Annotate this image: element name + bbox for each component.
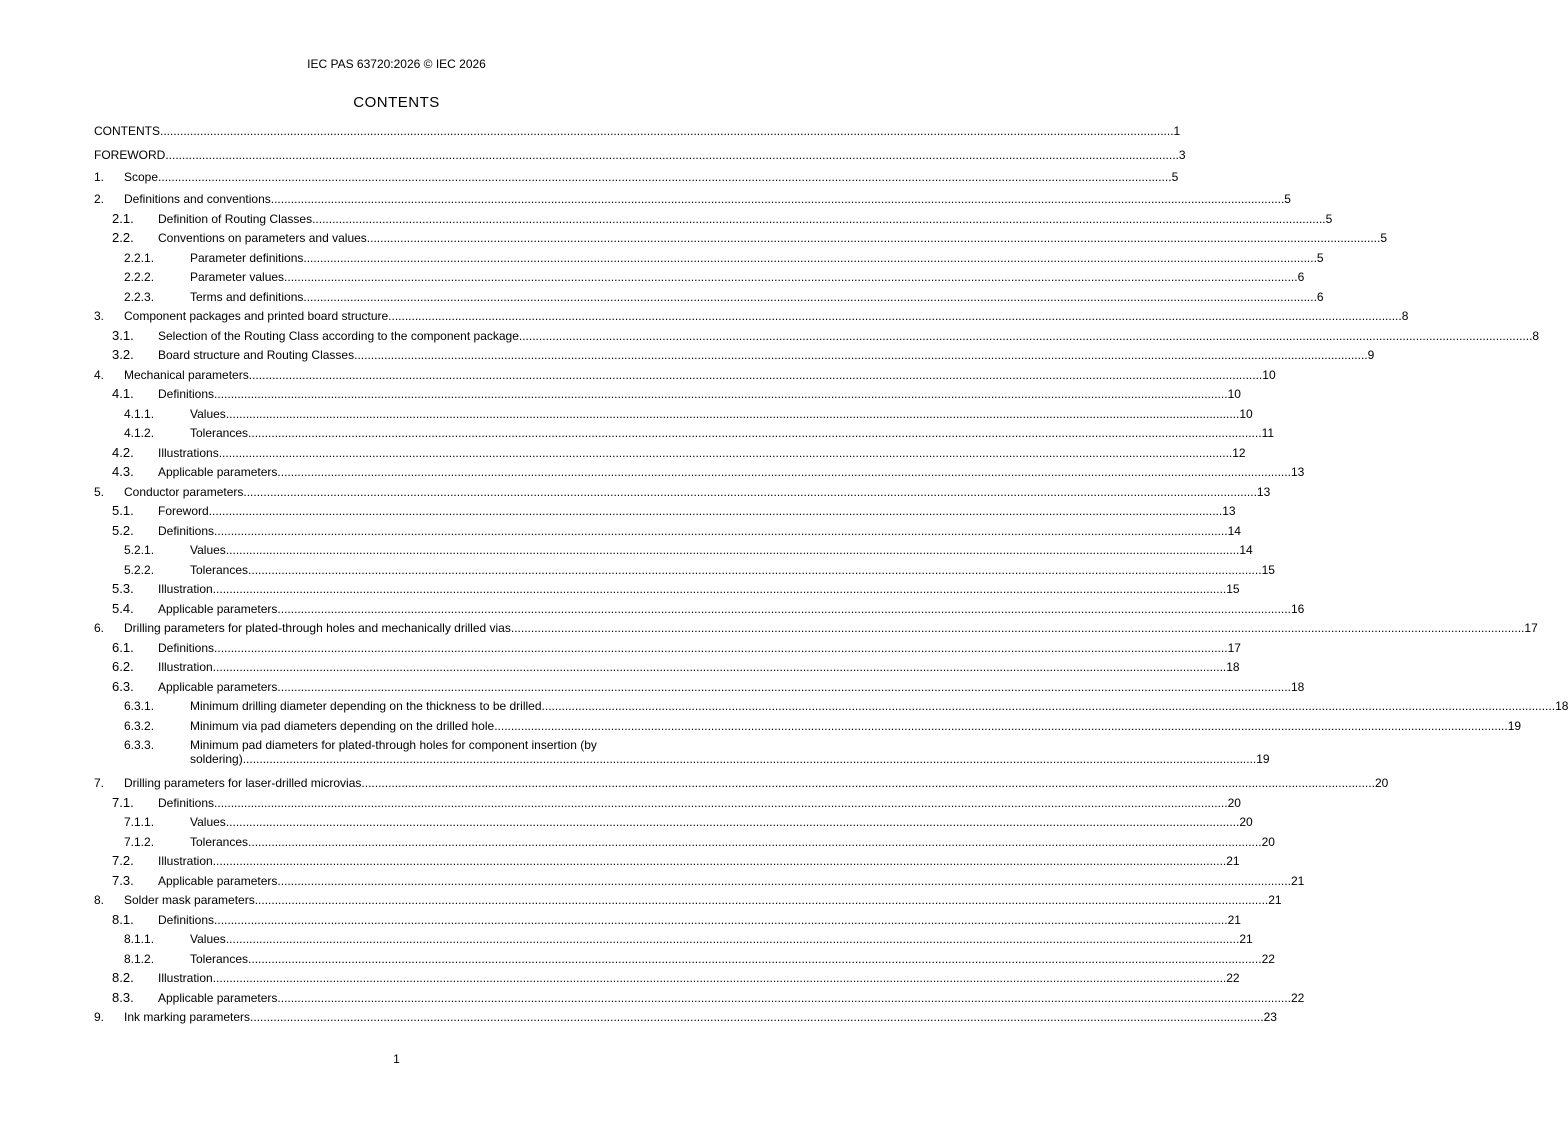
toc-number: 5.2.1. <box>124 543 155 557</box>
toc-leader-dots <box>367 231 1381 245</box>
toc-number: 5.2. <box>112 522 134 538</box>
toc-entry[interactable] <box>94 932 1253 946</box>
toc-title: CONTENTS <box>94 124 160 138</box>
toc-leader-dots <box>542 699 1556 713</box>
toc-number: 4.3. <box>112 464 134 479</box>
document-header: IEC PAS 63720:2026 © IEC 2026 <box>307 57 486 71</box>
toc-page-number: 15 <box>1261 562 1275 577</box>
toc-entry[interactable] <box>94 600 1305 616</box>
toc-entry[interactable] <box>94 289 1324 304</box>
toc-entry[interactable] <box>94 522 1241 538</box>
toc-entry[interactable] <box>94 970 1240 985</box>
toc-entry[interactable] <box>94 210 1333 226</box>
toc-number: 6.3. <box>112 678 134 694</box>
toc-title: Foreword <box>158 504 209 518</box>
toc-number: 6.1. <box>112 639 134 655</box>
toc-page-number: 10 <box>1227 387 1241 401</box>
toc-page-number: 17 <box>1524 621 1538 635</box>
toc-entry[interactable] <box>94 464 1305 479</box>
toc-leader-dots <box>226 815 1240 829</box>
toc-page-number: 5 <box>1325 211 1333 226</box>
toc-leader-dots <box>219 446 1233 460</box>
toc-number: 5.3. <box>112 581 134 596</box>
toc-leader-dots <box>213 971 1227 985</box>
toc-title: Applicable parameters <box>158 601 278 616</box>
toc-number: 4.1.2. <box>124 426 155 440</box>
toc-entry[interactable] <box>94 621 1538 635</box>
toc-title: Definitions <box>158 795 215 810</box>
toc-number: 7.2. <box>112 853 134 868</box>
toc-entry[interactable] <box>94 426 1275 440</box>
toc-number: 3. <box>94 309 105 323</box>
toc-title: FOREWORD <box>94 148 166 162</box>
toc-leader-dots <box>226 932 1240 946</box>
toc-title: Minimum via pad diameters depending on the drilled hole <box>190 718 495 733</box>
toc-page-number: 18 <box>1555 699 1568 713</box>
toc-leader-dots <box>361 776 1375 790</box>
toc-page-number: 16 <box>1290 601 1305 616</box>
toc-leader-dots <box>277 602 1291 616</box>
toc-entry[interactable] <box>94 794 1241 810</box>
toc-title: Scope <box>124 170 159 184</box>
toc-title: Definitions <box>158 640 215 655</box>
toc-page-number: 13 <box>1222 504 1236 518</box>
toc-number: 7.3. <box>112 872 134 888</box>
toc-title: Ink marking parameters <box>124 1010 251 1024</box>
toc-page-number: 18 <box>1226 660 1240 674</box>
toc-page-number: 13 <box>1256 484 1271 499</box>
toc-number: 2.2.1. <box>124 250 155 265</box>
toc-number: 2.2.3. <box>124 289 155 304</box>
toc-number: 8.1. <box>112 911 134 927</box>
toc-leader-dots <box>214 796 1228 810</box>
toc-entry[interactable] <box>94 872 1305 888</box>
toc-title: Minimum pad diameters for plated-through holes for component insertion (by <box>190 738 597 752</box>
toc-entry[interactable] <box>94 406 1253 421</box>
toc-title: Illustration <box>158 971 213 985</box>
toc-leader-dots <box>248 426 1262 440</box>
toc-leader-dots <box>277 680 1291 694</box>
toc-number: 4.1.1. <box>124 406 155 421</box>
toc-page-number: 11 <box>1261 426 1275 440</box>
toc-leader-dots <box>277 874 1291 888</box>
toc-number: 7.1.2. <box>124 834 155 849</box>
toc-number: 6.2. <box>112 659 134 674</box>
toc-page-number: 12 <box>1232 445 1246 460</box>
toc-leader-dots <box>312 212 1326 226</box>
toc-page-number: 21 <box>1268 893 1282 907</box>
toc-entry[interactable] <box>94 543 1253 557</box>
toc-title: Values <box>190 406 226 421</box>
toc-leader-dots <box>160 124 1174 138</box>
toc-title: Tolerances <box>190 951 249 966</box>
toc-entry[interactable] <box>94 503 1236 518</box>
toc-title: Parameter values <box>190 270 285 284</box>
toc-entry[interactable] <box>94 989 1305 1005</box>
toc-number: 8.2. <box>112 970 134 985</box>
toc-leader-dots <box>226 543 1240 557</box>
toc-leader-dots <box>249 368 1263 382</box>
toc-page-number: 3 <box>1178 148 1186 162</box>
toc-page-number: 5 <box>1171 170 1179 184</box>
toc-leader-dots <box>277 465 1291 479</box>
toc-leader-dots <box>255 893 1269 907</box>
toc-leader-dots <box>519 329 1533 343</box>
toc-page-number: 22 <box>1261 951 1275 966</box>
toc-entry[interactable] <box>94 367 1276 382</box>
toc-page-number: 21 <box>1227 912 1241 927</box>
toc-page-number: 21 <box>1290 873 1305 888</box>
toc-title: Minimum drilling diameter depending on the thickness to be drilled <box>190 699 542 713</box>
toc-entry[interactable] <box>94 484 1271 499</box>
page-number: 1 <box>393 1052 400 1066</box>
toc-title: Component packages and printed board structure <box>124 309 389 323</box>
toc-entry[interactable] <box>94 951 1275 966</box>
toc-page-number: 19 <box>1507 718 1522 733</box>
toc-number: 6.3.1. <box>124 699 155 713</box>
toc-leader-dots <box>303 290 1317 304</box>
toc-entry[interactable] <box>94 639 1241 655</box>
toc-page-number: 18 <box>1290 679 1305 694</box>
toc-page-number: 6 <box>1316 289 1324 304</box>
toc-leader-dots <box>165 148 1179 162</box>
toc-number: 4.1. <box>112 386 134 401</box>
toc-title: Parameter definitions <box>190 250 304 265</box>
toc-entry[interactable] <box>94 444 1246 460</box>
toc-title: Illustration <box>158 854 213 868</box>
toc-number: 8. <box>94 893 105 907</box>
toc-entry[interactable] <box>94 270 1305 284</box>
toc-title: Definition of Routing Classes <box>158 211 313 226</box>
toc-number: 8.3. <box>112 989 134 1005</box>
toc-entry[interactable] <box>94 834 1275 849</box>
toc-page-number: 20 <box>1374 776 1389 790</box>
toc-number: 4.2. <box>112 444 134 460</box>
toc-leader-dots <box>243 752 1257 766</box>
toc-entry[interactable] <box>94 1010 1277 1024</box>
toc-title: Tolerances <box>190 834 249 849</box>
toc-page-number: 19 <box>1256 752 1270 766</box>
toc-leader-dots <box>214 524 1228 538</box>
toc-number: 7. <box>94 776 105 790</box>
toc-leader-dots <box>271 192 1285 206</box>
toc-entry[interactable] <box>94 678 1305 694</box>
toc-leader-dots <box>243 485 1257 499</box>
toc-number: 5.2.2. <box>124 562 155 577</box>
toc-number: 1. <box>94 170 105 184</box>
toc-entry[interactable] <box>94 327 1540 343</box>
toc-title: Illustration <box>158 660 213 674</box>
toc-page-number: 5 <box>1284 192 1291 206</box>
toc-title: Illustrations <box>158 445 219 460</box>
toc-number: 2.2.2. <box>124 270 155 284</box>
toc-number: 5.1. <box>112 503 134 518</box>
toc-leader-dots <box>494 719 1508 733</box>
toc-number: 8.1.2. <box>124 951 155 966</box>
toc-entry[interactable] <box>94 148 1186 162</box>
toc-page-number: 10 <box>1262 367 1276 382</box>
toc-number: 7.1. <box>112 794 134 810</box>
toc-page-number: 9 <box>1367 348 1375 362</box>
toc-entry[interactable] <box>94 230 1388 245</box>
toc-page-number: 20 <box>1227 795 1241 810</box>
toc-entry[interactable] <box>94 170 1179 184</box>
toc-leader-dots <box>303 251 1317 265</box>
toc-title-continued: soldering) <box>190 752 243 766</box>
toc-title: Applicable parameters <box>158 873 278 888</box>
toc-entry[interactable] <box>94 581 1240 596</box>
toc-number: 8.1.1. <box>124 932 155 946</box>
toc-page-number: 22 <box>1226 971 1240 985</box>
toc-entry[interactable] <box>94 250 1324 265</box>
toc-entry[interactable] <box>94 893 1282 907</box>
toc-page-number: 10 <box>1239 406 1253 421</box>
toc-page-number: 20 <box>1239 815 1253 829</box>
toc-title: Mechanical parameters <box>124 367 249 382</box>
toc-title: Definitions and conventions <box>124 192 271 206</box>
toc-entry[interactable] <box>94 386 1241 401</box>
toc-leader-dots <box>250 1010 1264 1024</box>
toc-title: Drilling parameters for laser-drilled microvias <box>124 776 362 790</box>
toc-page-number: 13 <box>1290 465 1305 479</box>
toc-title: Applicable parameters <box>158 679 278 694</box>
toc-entry[interactable] <box>94 562 1275 577</box>
toc-number: 6.3.3. <box>124 738 155 752</box>
toc-title: Selection of the Routing Class according to the component package <box>158 328 519 343</box>
toc-number: 6.3.2. <box>124 718 155 733</box>
toc-leader-dots <box>214 913 1228 927</box>
toc-leader-dots <box>354 348 1368 362</box>
toc-entry[interactable] <box>94 309 1409 323</box>
toc-entry[interactable] <box>94 192 1291 206</box>
toc-number: 6. <box>94 621 105 635</box>
toc-title: Conventions on parameters and values <box>158 231 367 245</box>
toc-leader-dots <box>214 641 1228 655</box>
toc-leader-dots <box>209 504 1223 518</box>
toc-title: Solder mask parameters <box>124 893 255 907</box>
toc-leader-dots <box>248 952 1262 966</box>
toc-entry[interactable] <box>94 911 1241 927</box>
toc-number: 5.4. <box>112 600 134 616</box>
toc-title: Conductor parameters <box>124 484 244 499</box>
toc-entry[interactable] <box>94 738 1270 766</box>
toc-page-number: 5 <box>1316 250 1324 265</box>
toc-page-number: 20 <box>1261 834 1275 849</box>
toc-page-number: 6 <box>1297 270 1305 284</box>
toc-title: Illustration <box>158 582 213 596</box>
toc-number: 2.2. <box>112 230 134 245</box>
toc-number: 7.1.1. <box>124 815 155 829</box>
toc-leader-dots <box>213 582 1227 596</box>
toc-entry[interactable] <box>94 718 1522 733</box>
toc-leader-dots <box>213 660 1227 674</box>
toc-number: 5. <box>94 484 105 499</box>
toc-page-number: 5 <box>1380 231 1388 245</box>
toc-number: 2. <box>94 192 105 206</box>
toc-leader-dots <box>226 407 1240 421</box>
toc-title: Applicable parameters <box>158 465 278 479</box>
toc-title: Definitions <box>158 912 215 927</box>
toc-leader-dots <box>248 835 1262 849</box>
toc-title: Definitions <box>158 387 215 401</box>
toc-number: 4. <box>94 367 105 382</box>
toc-entry[interactable] <box>94 815 1253 829</box>
toc-title: Definitions <box>158 523 215 538</box>
toc-entry[interactable] <box>94 347 1375 362</box>
toc-page-number: 21 <box>1239 932 1253 946</box>
toc-title: Drilling parameters for plated-through holes and mechanically drilled vias <box>124 621 511 635</box>
toc-page-number: 22 <box>1290 990 1305 1005</box>
toc-number: 2.1. <box>112 210 134 226</box>
toc-number: 3.1. <box>112 327 134 343</box>
toc-page-number: 8 <box>1532 328 1540 343</box>
toc-leader-dots <box>248 563 1262 577</box>
toc-leader-dots <box>388 309 1402 323</box>
toc-number: 3.2. <box>112 347 134 362</box>
toc-entry[interactable] <box>94 124 1181 138</box>
toc-leader-dots <box>158 170 1172 184</box>
toc-page-number: 14 <box>1227 523 1241 538</box>
toc-title: Tolerances <box>190 426 249 440</box>
toc-page-number: 8 <box>1401 309 1409 323</box>
toc-number: 9. <box>94 1010 105 1024</box>
toc-title: Values <box>190 932 226 946</box>
toc-page-number: 1 <box>1173 124 1181 138</box>
toc-leader-dots <box>511 621 1525 635</box>
toc-entry[interactable] <box>94 659 1240 674</box>
toc-page-number: 21 <box>1226 854 1240 868</box>
toc-title: Tolerances <box>190 562 249 577</box>
page-title: CONTENTS <box>353 94 440 111</box>
toc-page-number: 17 <box>1227 640 1241 655</box>
toc-page-number: 14 <box>1239 543 1253 557</box>
toc-page-number: 23 <box>1263 1010 1277 1024</box>
toc-title: Terms and definitions <box>190 289 304 304</box>
toc-leader-dots <box>284 270 1298 284</box>
toc-page-number: 15 <box>1226 582 1240 596</box>
toc-entry[interactable] <box>94 853 1240 868</box>
toc-leader-dots <box>213 854 1227 868</box>
toc-title: Board structure and Routing Classes <box>158 348 355 362</box>
toc-title: Values <box>190 815 226 829</box>
toc-title: Values <box>190 543 226 557</box>
toc-title: Applicable parameters <box>158 990 278 1005</box>
toc-leader-dots <box>277 991 1291 1005</box>
toc-leader-dots <box>214 387 1228 401</box>
toc-entry[interactable] <box>94 699 1568 713</box>
toc-entry[interactable] <box>94 776 1389 790</box>
